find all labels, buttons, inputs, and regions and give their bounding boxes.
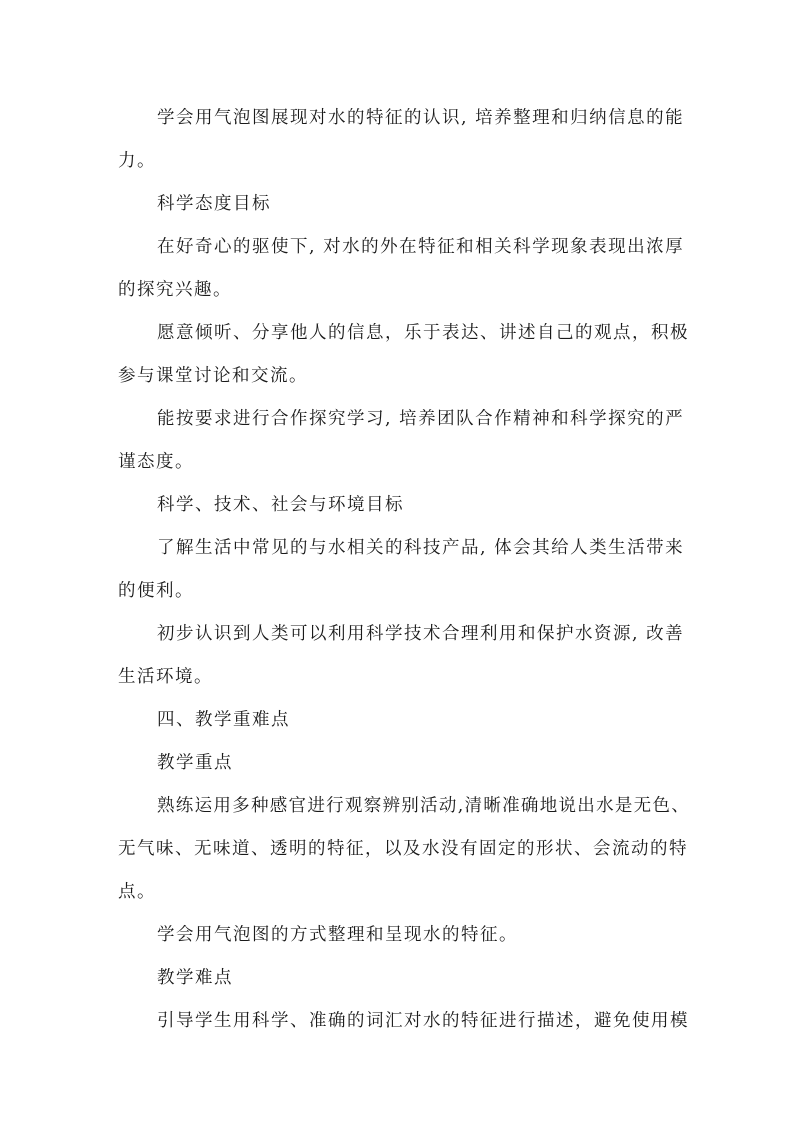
- paragraph-line: 愿意倾听、分享他人的信息，乐于表达、讲述自己的观点，积极: [157, 323, 689, 343]
- paragraph-line: 能按要求进行合作探究学习, 培养团队合作精神和科学探究的严: [157, 409, 685, 429]
- paragraph-line: 在好奇心的驱使下, 对水的外在特征和相关科学现象表现出浓厚: [157, 237, 685, 257]
- section-heading: 教学重点: [157, 753, 233, 773]
- section-heading: 教学难点: [157, 968, 233, 988]
- paragraph-line: 无气味、无味道、透明的特征，以及水没有固定的形状、会流动的特: [118, 839, 688, 859]
- paragraph-line: 了解生活中常见的与水相关的科技产品, 体会其给人类生活带来: [157, 538, 685, 558]
- paragraph-line: 的便利。: [118, 581, 194, 601]
- paragraph-line: 力。: [118, 151, 156, 171]
- paragraph-line: 点。: [118, 882, 156, 902]
- paragraph-line: 初步认识到人类可以利用科学技术合理利用和保护水资源, 改善: [157, 624, 685, 644]
- section-heading: 科学态度目标: [157, 194, 271, 214]
- paragraph-line: 谨态度。: [118, 452, 194, 472]
- paragraph-line: 生活环境。: [118, 667, 213, 687]
- paragraph-line: 熟练运用多种感官进行观察辨别活动,清晰准确地说出水是无色、: [157, 796, 691, 816]
- paragraph-line: 的探究兴趣。: [118, 280, 232, 300]
- paragraph-line: 学会用气泡图的方式整理和呈现水的特征。: [157, 925, 518, 945]
- paragraph-line: 学会用气泡图展现对水的特征的认识, 培养整理和归纳信息的能: [157, 108, 685, 128]
- section-heading: 科学、技术、社会与环境目标: [157, 495, 404, 515]
- paragraph-line: 参与课堂讨论和交流。: [118, 366, 308, 386]
- paragraph-line: 引导学生用科学、准确的词汇对水的特征进行描述，避免使用模: [157, 1011, 689, 1031]
- section-heading: 四、教学重难点: [157, 710, 290, 730]
